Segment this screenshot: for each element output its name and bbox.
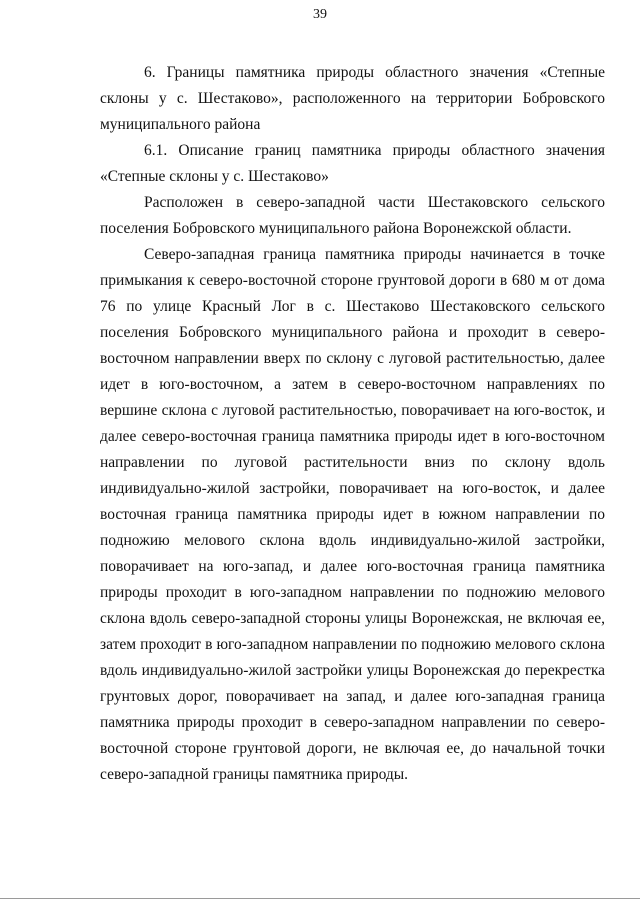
section-heading: 6. Границы памятника природы областного значения «Степные склоны у с. Шестаково», расположенного на территории Бобровского муниципального района [100,64,605,133]
boundary-description-paragraph: Северо-западная граница памятника природы начинается в точке примыкания к северо-восточной стороне грунтовой дороги в 680 м от дома 76 по улице Красный Лог в с. Шестаково Шестаковского сельского поселения Бобровского муниципального района и проходит в северо-восточном направлении вверх по склону с луговой растительностью, далее идет в юго-восточном, а затем в северо-восточном направлениях по вершине склона с луговой растительностью, поворачивает на юго-восток, и далее северо-восточная граница памятника природы идет в юго-восточном направлении по луговой растительности вниз по склону вдоль индивидуально-жилой застройки, поворачивает на юго-восток, и далее восточная граница памятника природы идет в южном направлении по подножию мелового склона вдоль индивидуально-жилой застройки, поворачивает на юго-запад, и далее юго-восточная граница памятника природы проходит в юго-западном направлении по подножию мелового склона вдоль северо-западной стороны улицы Воронежская, не включая ее, затем проходит в юго-западном направлении по подножию мелового склона вдоль индивидуально-жилой застройки улицы Воронежская до перекрестка грунтовых дорог, поворачивает на запад, и далее юго-западная граница памятника природы проходит в северо-западном направлении по северо-восточной стороне грунтовой дороги, не включая ее, до начальной точки северо-западной границы памятника природы. [100,246,605,783]
page-number: 39 [313,7,327,22]
section-subheading: 6.1. Описание границ памятника природы областного значения «Степные склоны у с. Шестаково» [100,142,605,185]
page-bottom-rule [0,898,640,899]
location-paragraph: Расположен в северо-западной части Шестаковского сельского поселения Бобровского муниципального района Воронежской области. [100,194,605,237]
